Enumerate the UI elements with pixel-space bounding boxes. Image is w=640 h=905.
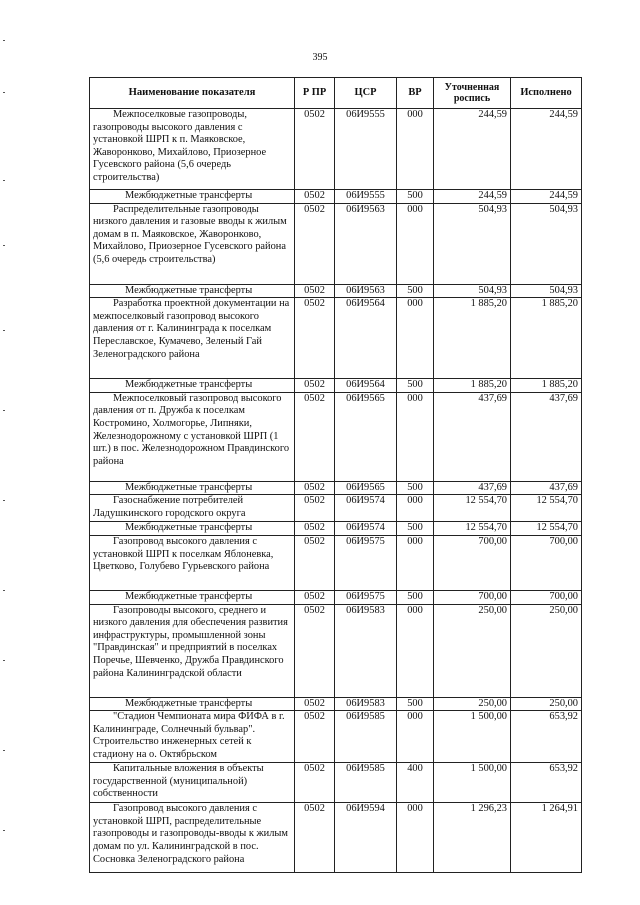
row-rpr: 0502: [295, 298, 335, 379]
row-name: Газопровод высокого давления с установкой ШРП к поселкам Яблоневка, Цветково, Голубево Гурьевского района: [90, 535, 295, 590]
table-row: [90, 481, 582, 495]
column-header-executed: Исполнено: [511, 78, 582, 109]
row-vr: 500: [397, 481, 434, 495]
row-executed: 653,92: [511, 711, 582, 763]
table-row: [90, 190, 582, 204]
row-vr: 000: [397, 392, 434, 481]
row-executed: 437,69: [511, 392, 582, 481]
row-name: Разработка проектной документации на межпоселковый газопровод высокого давления от г. Калининграда к поселкам Переславское, Кумачево, Зеленый Гай Зеленоградского района: [90, 298, 295, 379]
row-rpr: 0502: [295, 203, 335, 284]
row-vr: 000: [397, 803, 434, 873]
row-executed: 437,69: [511, 481, 582, 495]
row-csr: 06И9583: [335, 604, 397, 697]
row-vr: 500: [397, 284, 434, 298]
row-vr: 500: [397, 379, 434, 393]
row-executed: 700,00: [511, 535, 582, 590]
table-row: [90, 697, 582, 711]
table-row: [90, 763, 582, 803]
row-planned: 700,00: [434, 535, 511, 590]
row-planned: 1 296,23: [434, 803, 511, 873]
table-row: [90, 590, 582, 604]
row-csr: 06И9555: [335, 109, 397, 190]
row-planned: 244,59: [434, 109, 511, 190]
row-executed: 504,93: [511, 203, 582, 284]
row-name: Межпоселковые газопроводы, газопроводы высокого давления с установкой ШРП к п. Маяковское, Жаворонково, Михайлово, Приозерное Гусевского района (5,6 очередь строительства): [90, 109, 295, 190]
row-csr: 06И9564: [335, 298, 397, 379]
row-planned: 250,00: [434, 604, 511, 697]
row-executed: 653,92: [511, 763, 582, 803]
row-csr: 06И9565: [335, 392, 397, 481]
row-rpr: 0502: [295, 590, 335, 604]
row-planned: 12 554,70: [434, 495, 511, 522]
column-header-planned: Уточненная роспись: [434, 78, 511, 109]
row-name: Газоснабжение потребителей Ладушкинского городского округа: [90, 495, 295, 522]
column-header-vr: ВР: [397, 78, 434, 109]
row-rpr: 0502: [295, 392, 335, 481]
row-planned: 244,59: [434, 190, 511, 204]
row-vr: 000: [397, 535, 434, 590]
table-row: [90, 298, 582, 379]
column-header-rpr: Р ПР: [295, 78, 335, 109]
row-planned: 1 500,00: [434, 763, 511, 803]
table-row: [90, 803, 582, 873]
row-csr: 06И9574: [335, 522, 397, 536]
row-planned: 437,69: [434, 481, 511, 495]
row-executed: 1 885,20: [511, 379, 582, 393]
row-planned: 504,93: [434, 203, 511, 284]
row-planned: 1 885,20: [434, 379, 511, 393]
row-name: Межбюджетные трансферты: [90, 522, 295, 536]
row-vr: 000: [397, 203, 434, 284]
scan-edge-marks: [3, 0, 7, 905]
row-name: Межпоселковый газопровод высокого давления от п. Дружба к поселкам Костромино, Холмогорье, Липняки, Железнодорожному с установкой ШРП (1 шт.) в пос. Железнодорожном Правдинского района: [90, 392, 295, 481]
row-csr: 06И9575: [335, 590, 397, 604]
row-vr: 500: [397, 697, 434, 711]
row-planned: 437,69: [434, 392, 511, 481]
table-row: [90, 284, 582, 298]
row-planned: 1 885,20: [434, 298, 511, 379]
row-rpr: 0502: [295, 481, 335, 495]
row-executed: 244,59: [511, 190, 582, 204]
table-row: [90, 711, 582, 763]
row-csr: 06И9583: [335, 697, 397, 711]
row-executed: 1 264,91: [511, 803, 582, 873]
row-csr: 06И9575: [335, 535, 397, 590]
row-executed: 250,00: [511, 604, 582, 697]
row-vr: 500: [397, 590, 434, 604]
row-rpr: 0502: [295, 763, 335, 803]
row-csr: 06И9555: [335, 190, 397, 204]
row-vr: 400: [397, 763, 434, 803]
table-row: [90, 203, 582, 284]
row-planned: 12 554,70: [434, 522, 511, 536]
row-vr: 500: [397, 190, 434, 204]
row-vr: 000: [397, 298, 434, 379]
row-rpr: 0502: [295, 190, 335, 204]
row-rpr: 0502: [295, 535, 335, 590]
table-row: [90, 109, 582, 190]
row-csr: 06И9564: [335, 379, 397, 393]
column-header-name: Наименование показателя: [90, 78, 295, 109]
row-name: Распределительные газопроводы низкого давления и газовые вводы к жилым домам в п. Маяковское, Жаворонково, Михайлово, Приозерное Гусевского района (5,6 очередь строительства): [90, 203, 295, 284]
table-row: [90, 495, 582, 522]
row-name: Газопроводы высокого, среднего и низкого давления для обеспечения развития инфраструктуры, промышленной зоны "Правдинская" и предприятий в поселках Поречье, Шевченко, Дружба Правдинского района Калининградской области: [90, 604, 295, 697]
row-rpr: 0502: [295, 803, 335, 873]
row-name: "Стадион Чемпионата мира ФИФА в г. Калининграде, Солнечный бульвар". Строительство инженерных сетей к стадиону на о. Октябрьском: [90, 711, 295, 763]
row-rpr: 0502: [295, 379, 335, 393]
row-name: Газопровод высокого давления с установкой ШРП, распределительные газопроводы и газопроводы-вводы к жилым домам по ул. Калининградской в пос. Сосновка Зеленоградского района: [90, 803, 295, 873]
row-planned: 1 500,00: [434, 711, 511, 763]
row-rpr: 0502: [295, 495, 335, 522]
table-header-row: [90, 78, 582, 109]
row-executed: 12 554,70: [511, 495, 582, 522]
row-csr: 06И9594: [335, 803, 397, 873]
row-csr: 06И9585: [335, 763, 397, 803]
row-executed: 700,00: [511, 590, 582, 604]
row-rpr: 0502: [295, 109, 335, 190]
row-executed: 504,93: [511, 284, 582, 298]
page-number: 395: [312, 52, 328, 63]
row-planned: 504,93: [434, 284, 511, 298]
table-row: [90, 535, 582, 590]
row-rpr: 0502: [295, 711, 335, 763]
row-rpr: 0502: [295, 284, 335, 298]
row-planned: 700,00: [434, 590, 511, 604]
row-name: Межбюджетные трансферты: [90, 590, 295, 604]
row-executed: 244,59: [511, 109, 582, 190]
row-rpr: 0502: [295, 697, 335, 711]
row-name: Межбюджетные трансферты: [90, 379, 295, 393]
row-csr: 06И9574: [335, 495, 397, 522]
row-executed: 250,00: [511, 697, 582, 711]
row-csr: 06И9585: [335, 711, 397, 763]
row-vr: 000: [397, 711, 434, 763]
row-vr: 000: [397, 109, 434, 190]
column-header-csr: ЦСР: [335, 78, 397, 109]
table-row: [90, 379, 582, 393]
row-name: Капитальные вложения в объекты государственной (муниципальной) собственности: [90, 763, 295, 803]
table-row: [90, 522, 582, 536]
row-csr: 06И9563: [335, 284, 397, 298]
row-rpr: 0502: [295, 604, 335, 697]
row-executed: 1 885,20: [511, 298, 582, 379]
table-row: [90, 392, 582, 481]
row-vr: 000: [397, 495, 434, 522]
row-csr: 06И9565: [335, 481, 397, 495]
row-csr: 06И9563: [335, 203, 397, 284]
table-row: [90, 604, 582, 697]
row-executed: 12 554,70: [511, 522, 582, 536]
row-vr: 500: [397, 522, 434, 536]
budget-table: [89, 77, 582, 873]
row-rpr: 0502: [295, 522, 335, 536]
row-name: Межбюджетные трансферты: [90, 190, 295, 204]
row-name: Межбюджетные трансферты: [90, 697, 295, 711]
row-vr: 000: [397, 604, 434, 697]
row-planned: 250,00: [434, 697, 511, 711]
row-name: Межбюджетные трансферты: [90, 481, 295, 495]
row-name: Межбюджетные трансферты: [90, 284, 295, 298]
